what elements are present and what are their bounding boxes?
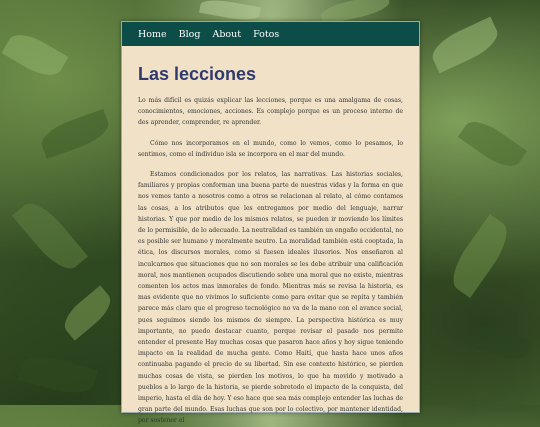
article-paragraph: Lo más difícil es quizás explicar las lecciones, porque es una amalgama de cosas, conocimientos, emociones, acciones. Es complejo porque es un proceso interno de des aprender, comprender, re aprender.	[138, 97, 403, 127]
nav-about-link[interactable]: About	[212, 28, 242, 40]
nav-blog-link[interactable]: Blog	[178, 28, 201, 40]
page-container	[121, 21, 420, 425]
article-paragraph: Cómo nos incorporamos en el mundo, como lo vemos, como lo pesamos, lo sentimos, como el individuo isla se incorpora en el mar del mundo.	[138, 139, 403, 158]
article-paragraph: Estamos condicionados por los relatos, las narrativas. Las historias sociales, familiares y propias conforman una buena parte de nuestras vidas y la forma en que nos vemos tanto a nosotros como a otros se relacionan al relato, al cómo contamos las cosas, a los atributos que les entregamos por medio del lenguaje, narrar historias. Y que por medio de los mismos relatos, se pueden ir moviendo los límites de lo permisible, de lo adecuado. La neutralidad es también un engaño occidental, no es posible ser humano y moralmente neutro. La moralidad también está cooptada, la ética, los discursos morales, como si fuesen ideales ilusorios. Nos enseñaron al inculcarnos que situaciones que no son morales se les debe atribuir una calificación moral, nos mantienen ocupados discutiendo sobre una moral que no existe, mientras comenten los actos mas inmorales de fondo. Mientras más se revisa la historia, es mas evidente que no vivimos lo suficiente como para evitar que se repita y también parece más claro que el progreso tecnológico no va de la mano con el avance social, pues seguimos siendo los mismos de siempre. La perspectiva histórica es muy importante, no puedo destacar cuanto, porque revisar el pasado nos permite entender el presente Hay muchas cosas que pasaron hace años y hoy sigue teniendo impacto en la realidad de mucha gente. Como Haití, que hasta hace unos años continuaba pagando el precio de su libertad. Sin ese contexto histórico, se pierden muchas cosas de vista, se pierden los motivos, lo que ha movido y motivado a pueblos a lo largo de la historia, se pierde sobretodo el impacto de la conquista, del imperio, hasta el día de hoy. Y eso hace que sea más complejo entender las luchas de gran parte del mundo. Esas luchas que son por lo colectivo, por mantener identidad, por sostener el	[138, 171, 403, 425]
top-nav	[122, 22, 419, 46]
nav-fotos-link[interactable]: Fotos	[253, 28, 280, 40]
page-title: Las lecciones	[138, 64, 257, 84]
nav-home-link[interactable]: Home	[138, 28, 167, 40]
article-content	[122, 46, 419, 427]
